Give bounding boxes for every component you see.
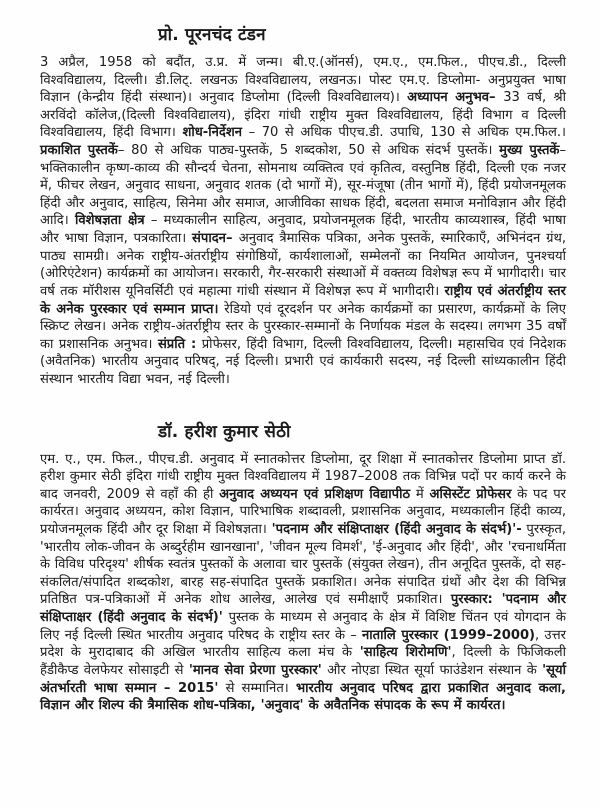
text-run: – मध्यकालीन साहित्य, अनुवाद, प्रयोजनमूलक हिंदी, भारतीय काव्यशास्त्र, हिंदी भाषा और भाषा विज्ञान, पत्रकारिता। (40, 213, 566, 247)
bold-text-run: असिस्टेंट प्रोफेसर (429, 486, 512, 502)
text-run: 33 वर्ष, श्री अरविंदो कॉलेज,(दिल्ली विश्वविद्यालय), इंदिरा गांधी राष्ट्रीय मुक्त विश्वविद्यालय, हिंदी विभाग व दिल्ली विश्वविद्यालय, हिंदी विभाग। (40, 90, 566, 141)
bold-text-run: अनुवाद अध्ययन एवं प्रशिक्षण विद्यापीठ (219, 486, 411, 502)
bold-text-run: 'साहित्य शिरोमणि' (359, 645, 452, 661)
text-run: में (410, 486, 430, 502)
text-run: एम. ए., एम. फिल., पीएच.डी. अनुवाद में स्नातकोत्तर डिप्लोमा, दूर शिक्षा में स्नातकोत्तर डिप्लोमा प्राप्त डॉ. हरीश कुमार सेठी इंदिरा गांधी राष्ट्रीय मुक्त विश्वविद्यालय में 1987–2008 तक विभिन्न पदों पर कार्य करने के बाद जनवरी, 2009 से वहाँ की ही (40, 451, 566, 502)
text-run: – 80 से अधिक पाठ्य-पुस्तकें, 5 शब्दकोश, 50 से अधिक संदर्भ पुस्तकें। (117, 143, 500, 159)
profile2-heading: डॉ. हरीश कुमार सेठी (158, 421, 291, 442)
bold-text-run: 'सूर्या अंतर्भारती भाषा सम्मान – 2015' (40, 662, 566, 696)
text-run: पुरस्कृत, 'भारतीय लोक-जीवन के अब्दुर्रहीम खानखाना', 'जीवन मूल्य विमर्श', 'ई-अनुवाद और हिंदी', और 'रचनाधर्मिता के विविध परिदृश्य' शीर्षक स्वतंत्र पुस्तकों के अलावा चार पुस्तकें (संयुक्त लेखन), तीन अनूदित पुस्तकें, दो सह-संकलित/संपादित शब्दकोश, बारह सह-संपादित पुस्तकें प्रकाशित। अनेक संपादित ग्रंथों और देश की विभिन्न प्रतिष्ठित पत्र-पत्रिकाओं में अनेक शोध आलेख, आलेख एवं समीक्षाएँ प्रकाशित। (40, 522, 567, 608)
bold-text-run: नातालि पुरस्कार (1999–2000) (362, 627, 536, 643)
text-run: , दिल्ली के फिजिकली हैंडीकैप्ड वेलफेयर सोसाइटी से (40, 645, 566, 678)
text-run: प्रोफेसर, हिंदी विभाग, दिल्ली विश्वविद्यालय, दिल्ली। महासचिव एवं निदेशक (अवैतनिक) भारतीय अनुवाद परिषद्, नई दिल्ली। प्रभारी एवं कार्यकारी सदस्य, नई दिल्ली सांध्यकालीन हिंदी संस्थान भारतीय विद्या भवन, नई दिल्ली। (40, 336, 566, 387)
bold-text-run: 'मानव सेवा प्रेरणा पुरस्कार' (188, 662, 322, 678)
bold-text-run: भारतीय अनुवाद परिषद द्वारा प्रकाशित अनुवाद कला, विज्ञान और शिल्प की त्रैमासिक शोध-पत्रिका, 'अनुवाद' के अवैतनिक संपादक के रूप में कार्यरत। (40, 680, 566, 714)
bold-text-run: शोध-निर्देशन (182, 125, 243, 141)
bold-text-run: मुख्य पुस्तकें (499, 143, 560, 159)
bold-text-run: 'पदनाम और संक्षिप्ताक्षर (हिंदी अनुवाद के संदर्भ)'- (271, 522, 522, 538)
text-run: – भक्तिकालीन कृष्ण-काव्य की सौन्दर्य चेतना, सोमनाथ व्यक्तित्व एवं कृतित्व, वस्तुनिष्ठ हिंदी, दिल्ली एक नजर में, फीचर लेखन, अनुवाद साधना, अनुवाद शतक (दो भागों में), सूर-मंजूषा (तीन भागों में), हिंदी प्रयोजनमूलक हिंदी और अनुवाद, साहित्य, सिनेमा और समाज, आजीविका साधक हिंदी, बदलता समाज मनोविज्ञान और हिंदी आदि। (40, 143, 567, 229)
profile1-bio-paragraph (40, 54, 566, 389)
bold-text-run: अध्यापन अनुभव– (407, 90, 504, 106)
text-run: 3 अप्रैल, 1958 को बदौंत, उ.प्र. में जन्म। बी.ए.(ऑनर्स), एम.ए., एम.फिल., पीएच.डी., दिल्ली विश्वविद्यालय, दिल्ली। डी.लिट्. लखनऊ विश्वविद्यालय, लखनऊ। पोस्ट एम.ए. डिप्लोमा- अनुप्रयुक्त भाषा विज्ञान (केन्द्रीय हिंदी संस्थान)। अनुवाद डिप्लोमा (दिल्ली विश्वविद्यालय)। (40, 55, 566, 106)
text-run: और नोएडा स्थित सूर्या फाउंडेशन संस्थान के (321, 662, 543, 678)
text-run: – 70 से अधिक पीएच.डी. उपाधि, 130 से अधिक एम.फिल.। (242, 125, 567, 141)
text-run: , उत्तर प्रदेश के मुरादाबाद की अखिल भारतीय साहित्य कला मंच के (40, 627, 566, 661)
bold-text-run: विशेषज्ञता क्षेत्र (74, 213, 145, 229)
text-run: पुस्तक के माध्यम से अनुवाद के क्षेत्र में विशिष्ट चिंतन एवं योगदान के लिए नई दिल्ली स्थित भारतीय अनुवाद परिषद के राष्ट्रीय स्तर के – (40, 610, 566, 643)
text-run: से सम्मानित। (218, 680, 296, 696)
bold-text-run: संपादन– (192, 231, 239, 247)
bold-text-run: संप्रति : (157, 336, 197, 352)
profile1-heading: प्रो. पूरनचंद टंडन (158, 25, 266, 45)
profile2-bio-paragraph (40, 451, 566, 715)
bold-text-run: राष्ट्रीय एवं अंतर्राष्ट्रीय स्तर के अनेक पुरस्कार एवं सम्मान प्राप्त। (40, 283, 566, 317)
bold-text-run: पुरस्कार: 'पदनाम और संक्षिप्ताक्षर (हिंदी अनुवाद के संदर्भ)' (40, 592, 566, 626)
bold-text-run: प्रकाशित पुस्तकें (40, 143, 118, 159)
text-run: रेडियो एवं दूरदर्शन पर अनेक कार्यक्रमों का प्रसारण, कार्यक्रमों के लिए स्क्रिप्ट लेखन। अनेक राष्ट्रीय-अंतर्राष्ट्रीय स्तर के पुरस्कार-सम्मानों के निर्णायक मंडल के सदस्य। लगभग 35 वर्षों का प्रशासनिक अनुभव। (40, 301, 566, 352)
text-run: के पद पर कार्यरत। अनुवाद अध्ययन, कोश विज्ञान, पारिभाषिक शब्दावली, प्रशासनिक अनुवाद, मध्यकालीन हिंदी काव्य, प्रयोजनमूलक हिंदी और दूर शिक्षा में विशेषज्ञता। (40, 486, 566, 538)
text-run: अनुवाद त्रैमासिक पत्रिका, अनेक पुस्तकें, स्मारिकाएँ, अभिनंदन ग्रंथ, पाठ्य सामग्री। अनेक राष्ट्रीय-अंतर्राष्ट्रीय संगोष्ठियों, कार्यशालाओं, सम्मेलनों का नियमित आयोजन, पुनश्चर्या (ओरिएंटेशन) कार्यक्रमों का आयोजन। सरकारी, गैर-सरकारी संस्थाओं में वक्तव्य विशेषज्ञ रूप में भागीदारी। चार वर्ष तक मॉरीशस यूनिवर्सिटी एवं महात्मा गांधी संस्थान में विशेषज्ञ रूप में भागीदारी। (40, 231, 566, 299)
